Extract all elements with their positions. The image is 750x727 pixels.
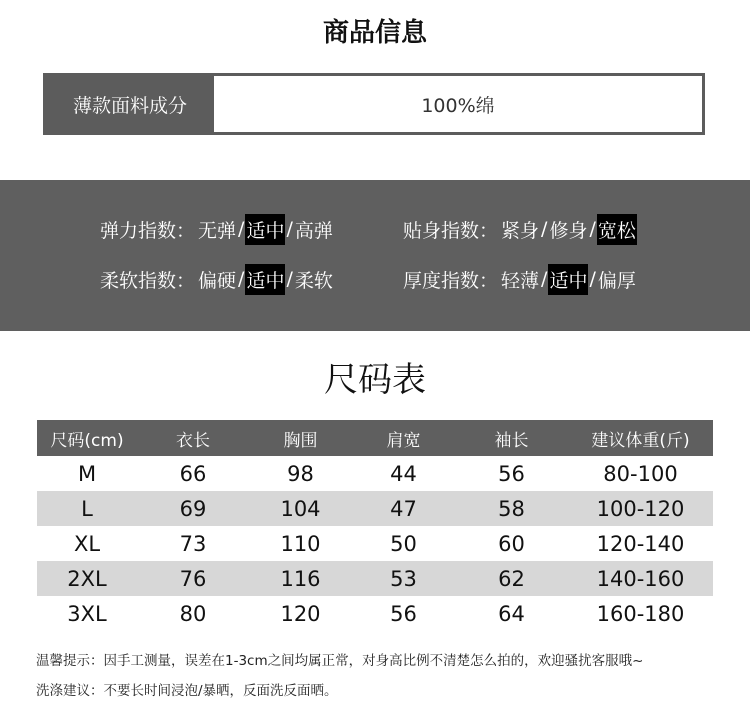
index-separator: / bbox=[589, 218, 596, 240]
table-cell: 58 bbox=[455, 491, 568, 526]
header-size: 尺码(cm) bbox=[37, 420, 137, 456]
header-weight: 建议体重(斤) bbox=[568, 420, 713, 456]
table-cell: 56 bbox=[390, 601, 417, 626]
table-row bbox=[37, 561, 713, 596]
index-label: 贴身指数： bbox=[403, 219, 499, 242]
index-option-selected: 适中 bbox=[548, 264, 588, 295]
table-cell: 60 bbox=[498, 531, 525, 556]
table-cell: L bbox=[37, 491, 137, 526]
table-cell: 66 bbox=[179, 461, 207, 486]
index-option: 修身 bbox=[549, 219, 588, 242]
index-label: 弹力指数： bbox=[100, 219, 196, 242]
table-cell: 44 bbox=[390, 461, 417, 486]
notes bbox=[36, 646, 736, 706]
index-option: 紧身 bbox=[501, 219, 540, 242]
table-cell: 76 bbox=[137, 561, 249, 596]
material-box bbox=[43, 73, 705, 135]
table-cell: 47 bbox=[352, 491, 455, 526]
table-row bbox=[37, 491, 713, 526]
table-row bbox=[37, 456, 713, 491]
table-cell: 116 bbox=[249, 561, 352, 596]
table-cell: 100-120 bbox=[568, 491, 713, 526]
table-cell: M bbox=[77, 461, 97, 486]
index-label: 柔软指数： bbox=[100, 269, 196, 292]
index-fit bbox=[403, 214, 637, 244]
table-cell: 56 bbox=[498, 461, 525, 486]
header-chest: 胸围 bbox=[249, 420, 352, 456]
index-softness bbox=[100, 264, 334, 294]
table-cell: 69 bbox=[137, 491, 249, 526]
index-thickness bbox=[403, 264, 637, 294]
table-cell: 2XL bbox=[37, 561, 137, 596]
table-cell: 98 bbox=[287, 461, 314, 486]
table-cell: 80 bbox=[179, 601, 207, 626]
table-cell: 64 bbox=[498, 601, 525, 626]
index-separator: / bbox=[238, 268, 245, 290]
index-option: 偏硬 bbox=[198, 269, 237, 292]
material-value: 100%绵 bbox=[421, 94, 495, 117]
size-chart-title: 尺码表 bbox=[324, 360, 426, 400]
table-cell: XL bbox=[73, 531, 101, 556]
table-cell: 160-180 bbox=[596, 601, 685, 626]
table-cell: 73 bbox=[179, 531, 207, 556]
index-option: 柔软 bbox=[294, 269, 333, 292]
index-separator: / bbox=[286, 268, 293, 290]
index-separator: / bbox=[238, 218, 245, 240]
tip-text: 温馨提示：因手工测量，误差在1-3cm之间均属正常，对身高比例不清楚怎么拍的，欢迎骚扰客服哦~ bbox=[36, 653, 644, 669]
table-cell: 50 bbox=[390, 531, 417, 556]
table-cell: 120 bbox=[280, 601, 321, 626]
index-panel bbox=[0, 180, 750, 331]
index-option: 偏厚 bbox=[597, 269, 636, 292]
table-cell: 80-100 bbox=[603, 461, 678, 486]
table-cell: 120-140 bbox=[596, 531, 685, 556]
material-label: 薄款面料成分 bbox=[46, 76, 214, 132]
index-option-selected: 宽松 bbox=[597, 214, 637, 245]
index-option-selected: 适中 bbox=[245, 264, 285, 295]
index-option: 无弹 bbox=[198, 219, 237, 242]
page-title: 商品信息 bbox=[322, 18, 427, 48]
size-table-header bbox=[37, 420, 713, 456]
index-label: 厚度指数： bbox=[403, 269, 499, 292]
index-separator: / bbox=[286, 218, 293, 240]
index-option-selected: 适中 bbox=[245, 214, 285, 245]
header-length: 衣长 bbox=[137, 420, 249, 456]
table-cell: 110 bbox=[280, 531, 321, 556]
table-row bbox=[37, 526, 713, 561]
wash-text: 洗涤建议：不要长时间浸泡/暴晒，反面洗反面晒。 bbox=[36, 683, 338, 699]
index-option: 轻薄 bbox=[501, 269, 540, 292]
index-elasticity bbox=[100, 214, 334, 244]
table-cell: 104 bbox=[249, 491, 352, 526]
size-table bbox=[37, 420, 713, 631]
header-sleeve: 袖长 bbox=[455, 420, 568, 456]
header-shoulder: 肩宽 bbox=[352, 420, 455, 456]
table-cell: 53 bbox=[352, 561, 455, 596]
table-row bbox=[37, 596, 713, 631]
index-option: 高弹 bbox=[294, 219, 333, 242]
table-cell: 62 bbox=[455, 561, 568, 596]
index-separator: / bbox=[541, 218, 548, 240]
table-cell: 140-160 bbox=[568, 561, 713, 596]
index-separator: / bbox=[589, 268, 596, 290]
table-cell: 3XL bbox=[67, 601, 107, 626]
size-table-body bbox=[37, 456, 713, 631]
index-separator: / bbox=[541, 268, 548, 290]
